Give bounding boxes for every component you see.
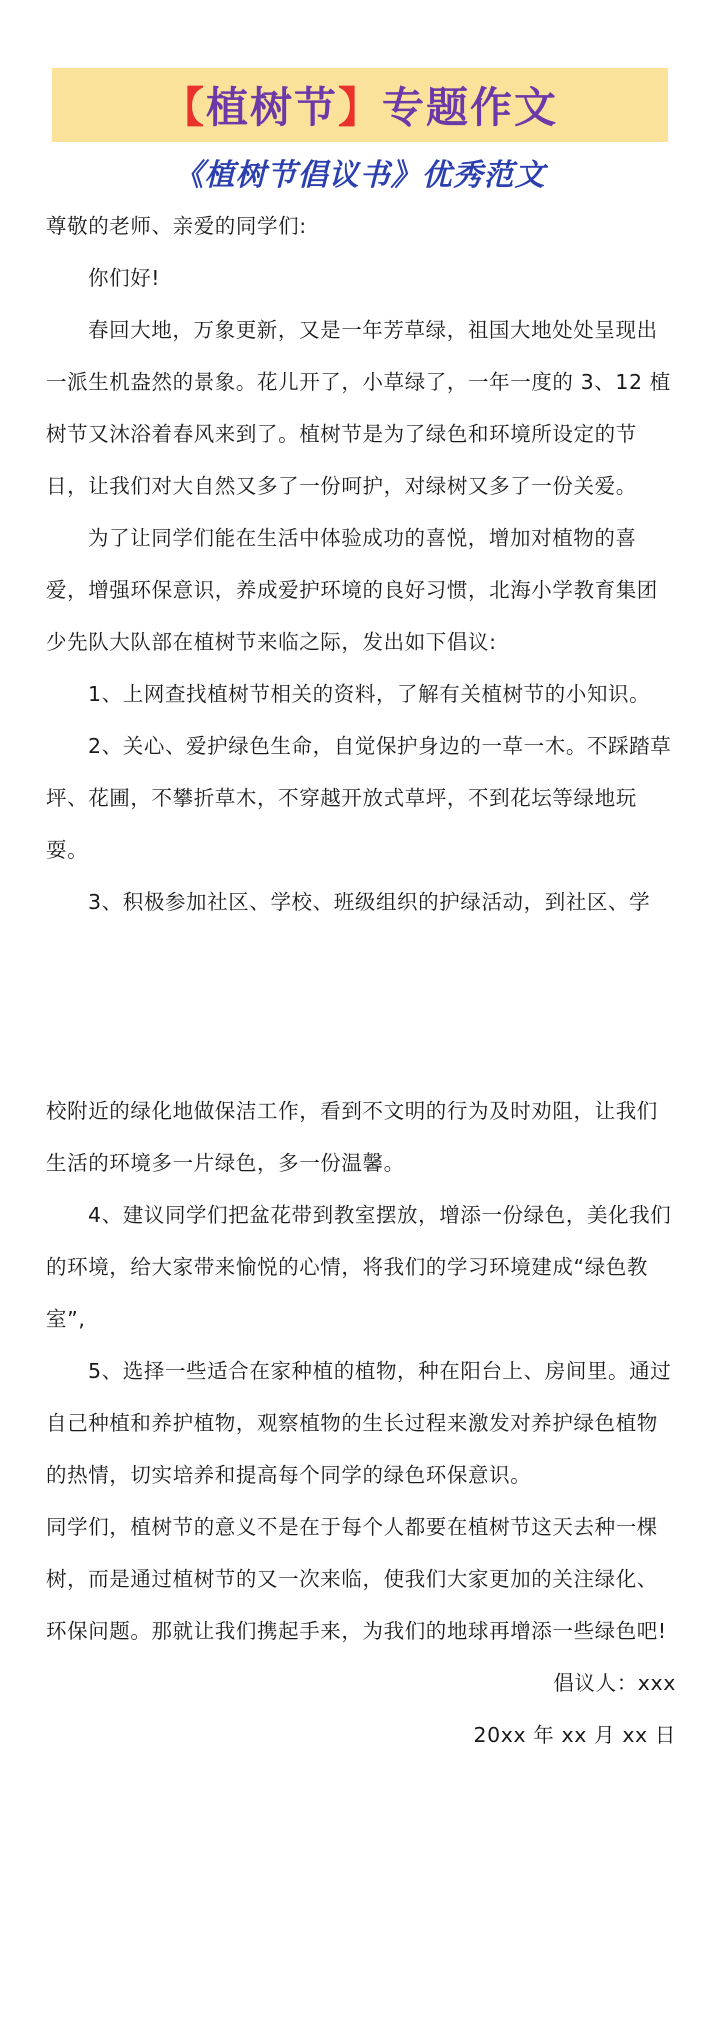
title-topic: 植树节 xyxy=(205,83,338,132)
signature: 倡议人：xxx xyxy=(553,1671,676,1695)
date: 20xx 年 xx 月 xx 日 xyxy=(473,1723,676,1747)
proposal-item-4: 4、建议同学们把盆花带到教室摆放，增添一份绿色，美化我们的环境，给大家带来愉悦的心情，将我们的学习环境建成“绿色教室”, xyxy=(46,1203,672,1331)
title-bracket-open: 【 xyxy=(161,83,206,132)
proposal-item-3-end: 校附近的绿化地做保洁工作，看到不文明的行为及时劝阻，让我们生活的环境多一片绿色，多一份温馨。 xyxy=(46,1099,658,1175)
closing-paragraph: 同学们，植树节的意义不是在于每个人都要在植树节这天去种一棵树，而是通过植树节的又一次来临，使我们大家更加的关注绿化、环保问题。那就让我们携起手来，为我们的地球再增添一些绿色吧! xyxy=(46,1515,667,1643)
title-banner xyxy=(52,68,668,142)
proposal-item-2: 2、关心、爱护绿色生命，自觉保护身边的一草一木。不踩踏草坪、花圃，不攀折草木，不穿越开放式草坪，不到花坛等绿地玩耍。 xyxy=(46,734,672,862)
proposal-item-5: 5、选择一些适合在家种植的植物，种在阳台上、房间里。通过自己种植和养护植物，观察植物的生长过程来激发对养护绿色植物的热情，切实培养和提高每个同学的绿色环保意识。 xyxy=(46,1359,672,1487)
letter-body-top xyxy=(46,200,676,928)
proposal-item-1: 1、上网查找植树节相关的资料，了解有关植树节的小知识。 xyxy=(88,682,651,706)
greeting: 你们好! xyxy=(88,266,161,290)
title-tail: 专题作文 xyxy=(382,83,559,132)
title-bracket-close: 】 xyxy=(338,83,383,132)
subtitle: 《植树节倡议书》优秀范文 xyxy=(173,158,546,193)
letter-body-bottom xyxy=(46,1085,676,1761)
paragraph-intro: 春回大地，万象更新，又是一年芳草绿，祖国大地处处呈现出一派生机盎然的景象。花儿开了，小草绿了，一年一度的 3、12 植树节又沐浴着春风来到了。植树节是为了绿色和环境所设定的节日，让我们对大自然又多了一份呵护，对绿树又多了一份关爱。 xyxy=(46,318,671,498)
salutation: 尊敬的老师、亲爱的同学们: xyxy=(46,214,307,238)
proposal-item-3-start: 3、积极参加社区、学校、班级组织的护绿活动，到社区、学 xyxy=(88,890,651,914)
paragraph-purpose: 为了让同学们能在生活中体验成功的喜悦，增加对植物的喜爱，增强环保意识，养成爱护环境的良好习惯，北海小学教育集团少先队大队部在植树节来临之际，发出如下倡议: xyxy=(46,526,658,654)
